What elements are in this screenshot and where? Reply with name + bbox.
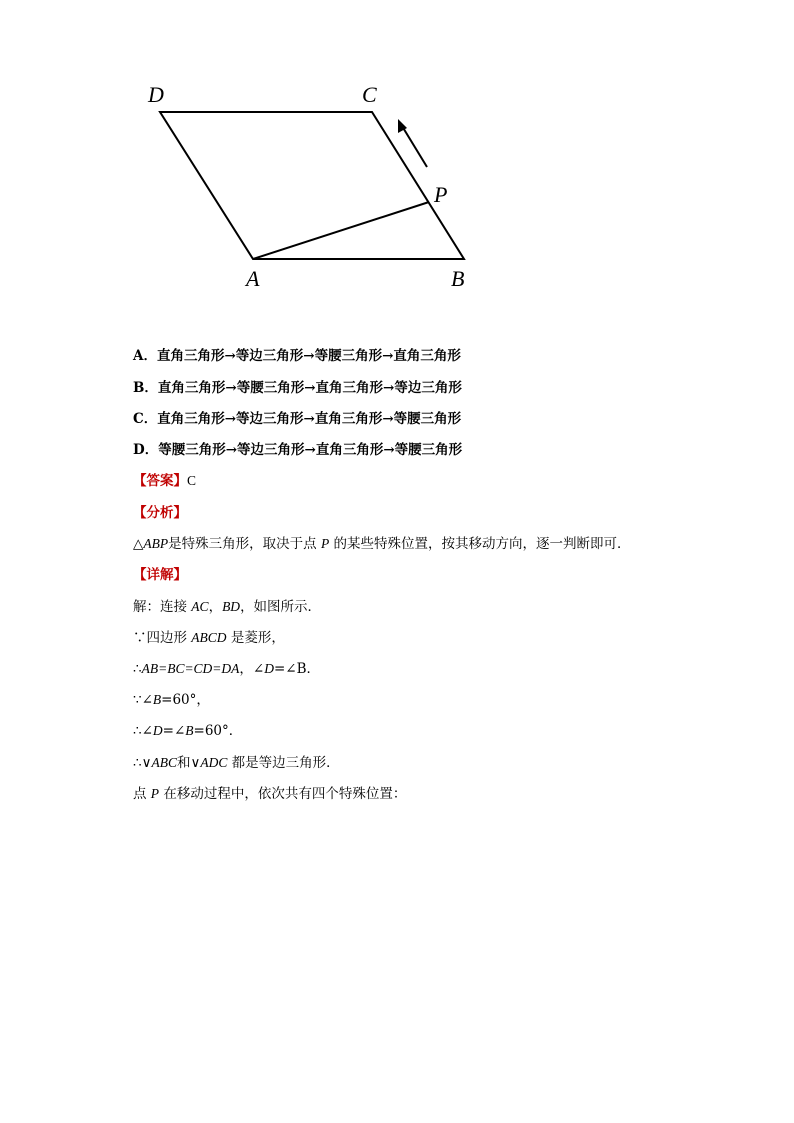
d5-t1: ∴∠ [133,723,153,739]
d6-m2: ADC [200,755,228,770]
rhombus-diagram [140,78,480,298]
d4-t2: =60°， [161,692,210,708]
detail-tag: 【详解】 [133,567,187,583]
answer-tag: 【答案】 [133,473,187,489]
analysis-t2: 的某些特殊位置，按其移动方向，逐一判断即可． [329,536,631,552]
label-p: P [434,182,448,207]
d7-t2: 在移动过程中，依次共有四个特殊位置： [159,786,407,802]
segment-ap [253,202,429,259]
d5-m1: D [152,723,163,738]
d5-t2: =∠ [162,723,186,739]
label-d: D [148,82,164,107]
detail-heading [133,566,187,584]
d3-t2: ，∠ [239,661,265,677]
d6-m1: ABC [151,755,177,770]
d2-m1: ABCD [191,630,227,645]
d5-t3: =60°． [193,723,243,739]
d7-m1: P [150,786,160,801]
d1-t3: ，如图所示． [240,599,322,615]
label-a: A [246,266,260,291]
d1-t2: ， [208,599,223,615]
option-a [133,347,461,365]
rhombus-figure [140,78,480,298]
answer-value: C [187,473,197,488]
d2-t1: ∵四边形 [133,630,192,646]
detail-line-2 [133,629,285,647]
rhombus-abcd [160,112,464,259]
option-b-text: 直角三角形→等腰三角形→直角三角形→等边三角形 [157,380,462,396]
d3-m2: D [264,661,274,676]
d5-m2: B [185,723,194,738]
option-c [133,410,461,428]
label-b: B [451,266,465,291]
detail-line-4 [133,691,210,709]
option-a-label: A． [133,348,157,364]
option-d [133,441,462,459]
d4-m1: B [152,692,162,707]
option-c-label: C． [133,411,158,427]
option-d-text: 等腰三角形→等边三角形→直角三角形→等腰三角形 [158,442,463,458]
d4-t1: ∵∠ [133,692,153,708]
d1-m1: AC [191,599,209,614]
analysis-heading [133,504,187,522]
d3-t3: =∠B． [273,661,321,677]
d2-t2: 是菱形， [226,630,285,646]
d3-t1: ∴ [133,661,142,677]
d3-m1: AB=BC=CD=DA [141,661,240,676]
analysis-m1: ABP [143,536,169,551]
analysis-text [133,535,630,553]
option-d-label: D． [133,442,159,458]
detail-line-5 [133,722,242,740]
detail-line-7 [133,785,406,803]
analysis-m2: P [320,536,330,551]
answer-line [133,472,196,490]
d7-t1: 点 [133,786,151,802]
label-c: C [362,82,377,107]
analysis-t1: 是特殊三角形，取决于点 [168,536,321,552]
detail-line-1 [133,598,321,616]
option-a-text: 直角三角形→等边三角形→等腰三角形→直角三角形 [156,348,461,364]
analysis-tag: 【分析】 [133,505,187,521]
d1-t1: 解：连接 [133,599,192,615]
arrow-shaft [402,126,427,167]
analysis-pre: △ [133,536,144,552]
d6-t2: 和∨ [176,755,201,771]
option-c-text: 直角三角形→等边三角形→直角三角形→等腰三角形 [157,411,462,427]
d6-t3: 都是等边三角形． [227,755,340,771]
detail-line-3 [133,660,320,678]
option-b-label: B． [133,380,158,396]
d6-t1: ∴∨ [133,755,152,771]
detail-line-6 [133,754,340,772]
option-b [133,379,462,397]
d1-m2: BD [222,599,241,614]
